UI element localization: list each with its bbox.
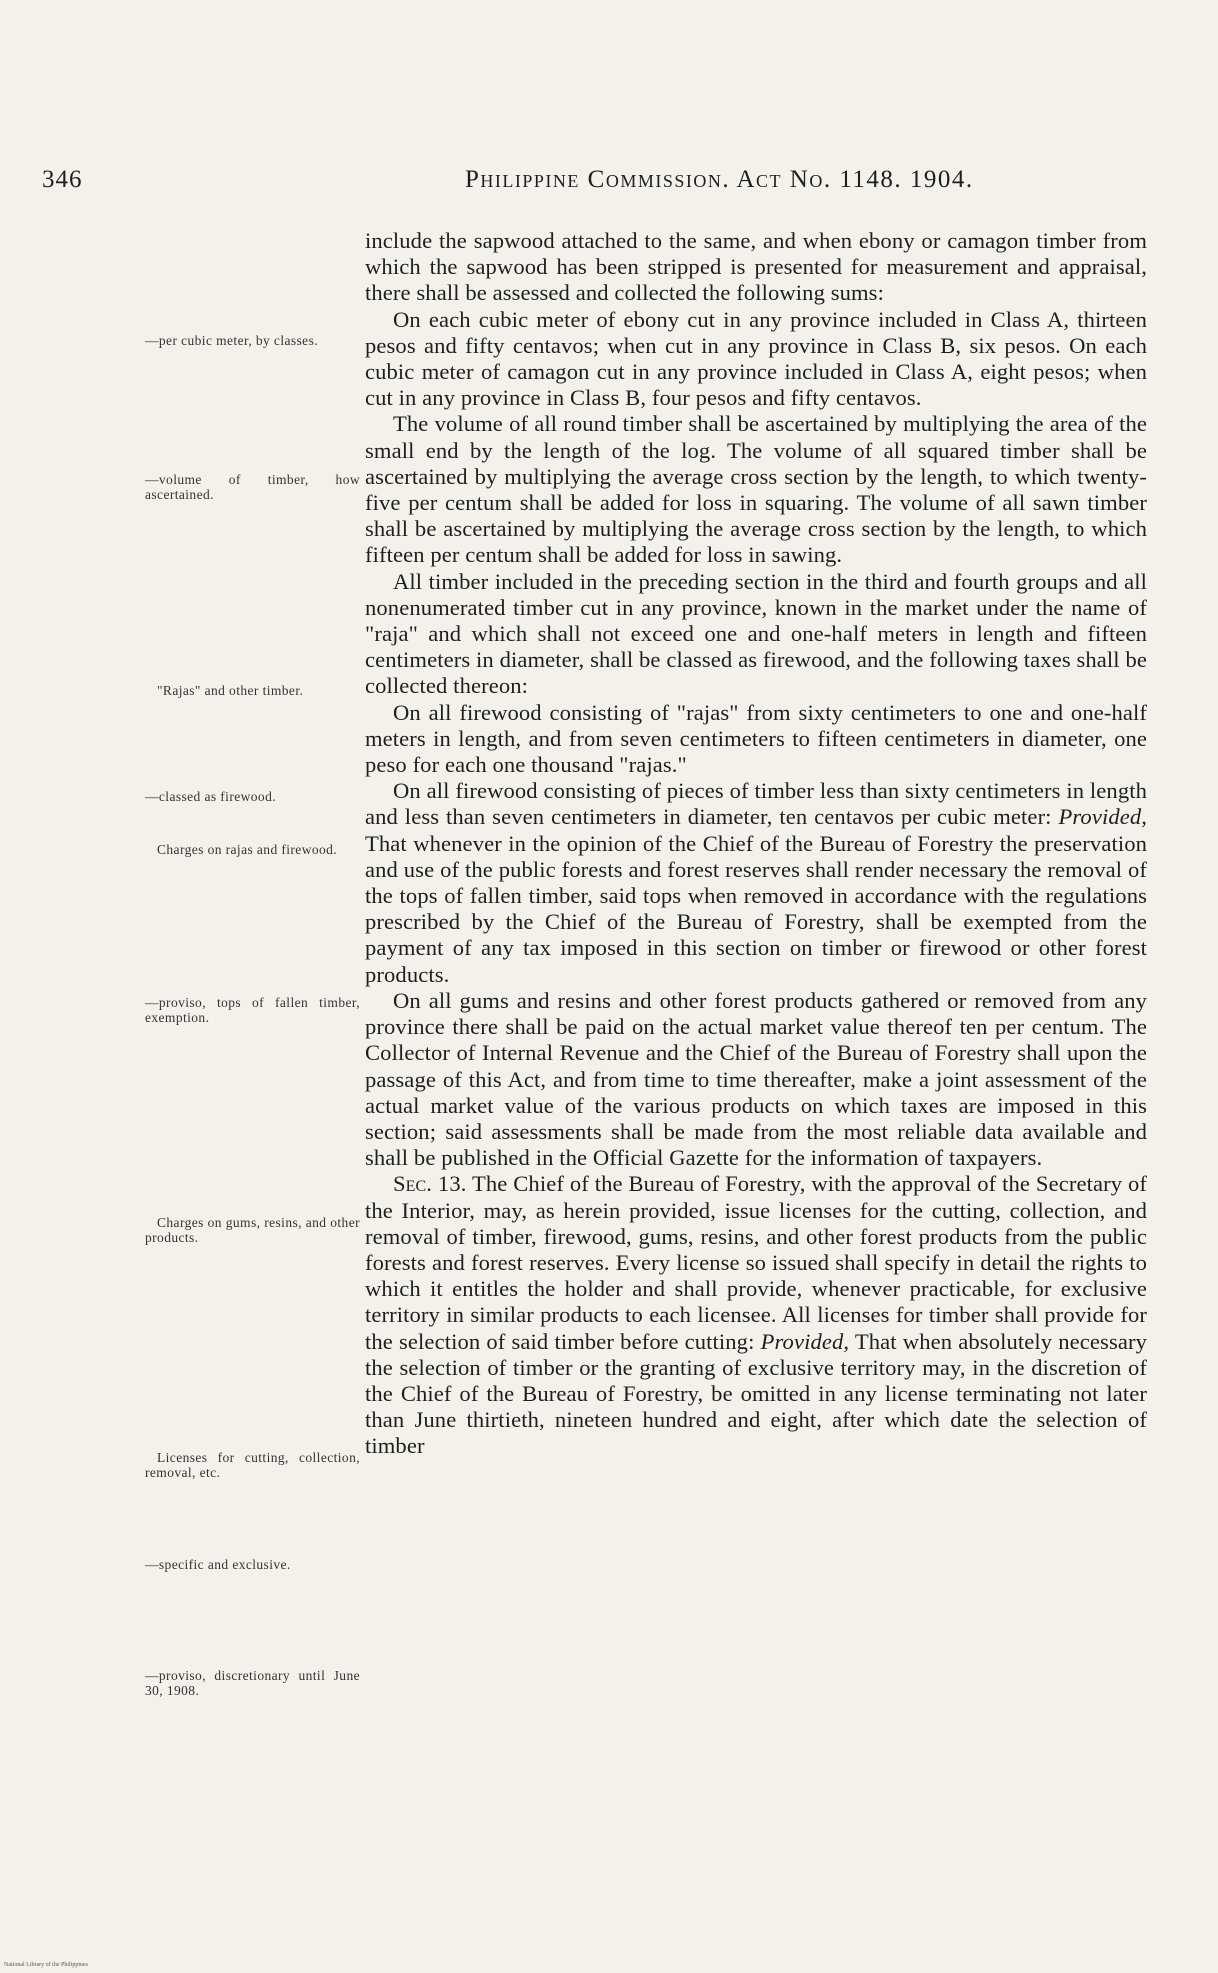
page-number: 346 xyxy=(42,166,83,193)
running-head: Philippine Commission. Act No. 1148. 1904. xyxy=(465,166,974,193)
section-label: Sec. 13. xyxy=(393,1171,467,1197)
paragraph xyxy=(365,778,1147,988)
paragraph: All timber included in the preceding section in the third and fourth groups and all nonenumerated timber cut in any province, known in the market under the name of "raja" and which shall not exceed one and one-half meters in length and fifteen centimeters in diameter, shall be classed as firewood, and the following taxes shall be collected thereon: xyxy=(365,568,1147,699)
library-stamp: National Library of the Philippines xyxy=(4,1962,88,1968)
margin-note-rajas: "Rajas" and other timber. xyxy=(157,683,304,698)
margin-note-charges-gums: Charges on gums, resins, and other products. xyxy=(145,1215,360,1245)
margin-note-specific-exclusive: —specific and exclusive. xyxy=(145,1557,291,1572)
proviso-italic: Provided, xyxy=(760,1328,850,1354)
paragraph: On all gums and resins and other forest products gathered or removed from any province there shall be paid on the actual market value thereof ten per centum. The Collector of Internal Revenue and the Chief of the Bureau of Forestry shall upon the passage of this Act, and from time to time thereafter, make a joint assessment of the actual market value of the various products on which taxes are imposed in this section; said assessments shall be made from the most reliable data available and shall be published in the Official Gazette for the information of taxpayers. xyxy=(365,987,1147,1171)
margin-note-proviso-tops: —proviso, tops of fallen timber, exemption. xyxy=(145,995,360,1025)
margin-note-charges-rajas: Charges on rajas and firewood. xyxy=(157,842,338,857)
paragraph-text: That when absolutely necessary the selection of timber or the granting of exclusive territory may, in the discretion of the Chief of the Bureau of Forestry, be omitted in any license terminating not later than June thirtieth, nineteen hundred and eight, after which date the selection of timber xyxy=(365,1328,1147,1459)
paragraph xyxy=(365,1171,1147,1459)
paragraph: include the sapwood attached to the same, and when ebony or camagon timber from which the sapwood has been stripped is presented for measurement and appraisal, there shall be assessed and collected the following sums: xyxy=(365,228,1147,306)
paragraph-text: On all firewood consisting of pieces of timber less than sixty centimeters in length and less than seven centimeters in diameter, ten centavos per cubic meter: xyxy=(365,778,1147,830)
body-text xyxy=(365,228,1147,1460)
page-header xyxy=(0,166,1218,202)
paragraph-text: The Chief of the Bureau of Forestry, with the approval of the Secretary of the Interior, may, as herein provided, issue licenses for the cutting, collection, and removal of timber, firewood, gums, resins, and other forest products from the public forests and forest reserves. Every license so issued shall specify in detail the rights to which it entitles the holder and shall provide, whenever practicable, for exclusive territory in similar products to each licensee. All licenses for timber shall provide for the selection of said timber before cutting: xyxy=(365,1171,1148,1354)
margin-note-volume-timber: —volume of timber, how ascertained. xyxy=(145,472,360,502)
paragraph: The volume of all round timber shall be ascertained by multiplying the area of the small end by the length of the log. The volume of all squared timber shall be ascertained by multiplying the average cross section by the length, to which twenty-five per centum shall be added for loss in squaring. The volume of all sawn timber shall be ascertained by multiplying the average cross section by the length, to which fifteen per centum shall be added for loss in sawing. xyxy=(365,411,1147,568)
proviso-italic: Provided, xyxy=(1058,804,1147,830)
margin-note-proviso-discretionary: —proviso, discretionary until June 30, 1908. xyxy=(145,1668,360,1698)
paragraph-text: That whenever in the opinion of the Chief of the Bureau of Forestry the preservation and use of the public forests and forest reserves shall render necessary the removal of the tops of fallen timber, said tops when removed in accordance with the regulations prescribed by the Chief of the Bureau of Forestry, shall be exempted from the payment of any tax imposed in this section on timber or firewood or other forest products. xyxy=(365,830,1147,987)
margin-note-licenses: Licenses for cutting, collection, removal, etc. xyxy=(145,1450,360,1480)
paragraph: On each cubic meter of ebony cut in any province included in Class A, thirteen pesos and fifty centavos; when cut in any province in Class B, six pesos. On each cubic meter of camagon cut in any province included in Class A, eight pesos; when cut in any province in Class B, four pesos and fifty centavos. xyxy=(365,306,1147,411)
margin-note-classed-firewood: —classed as firewood. xyxy=(145,789,276,804)
paragraph: On all firewood consisting of "rajas" from sixty centimeters to one and one-half meters in length, and from seven centimeters to fifteen centimeters in diameter, one peso for each one thousand "rajas." xyxy=(365,699,1147,778)
margin-note-per-cubic-meter: —per cubic meter, by classes. xyxy=(145,333,318,348)
